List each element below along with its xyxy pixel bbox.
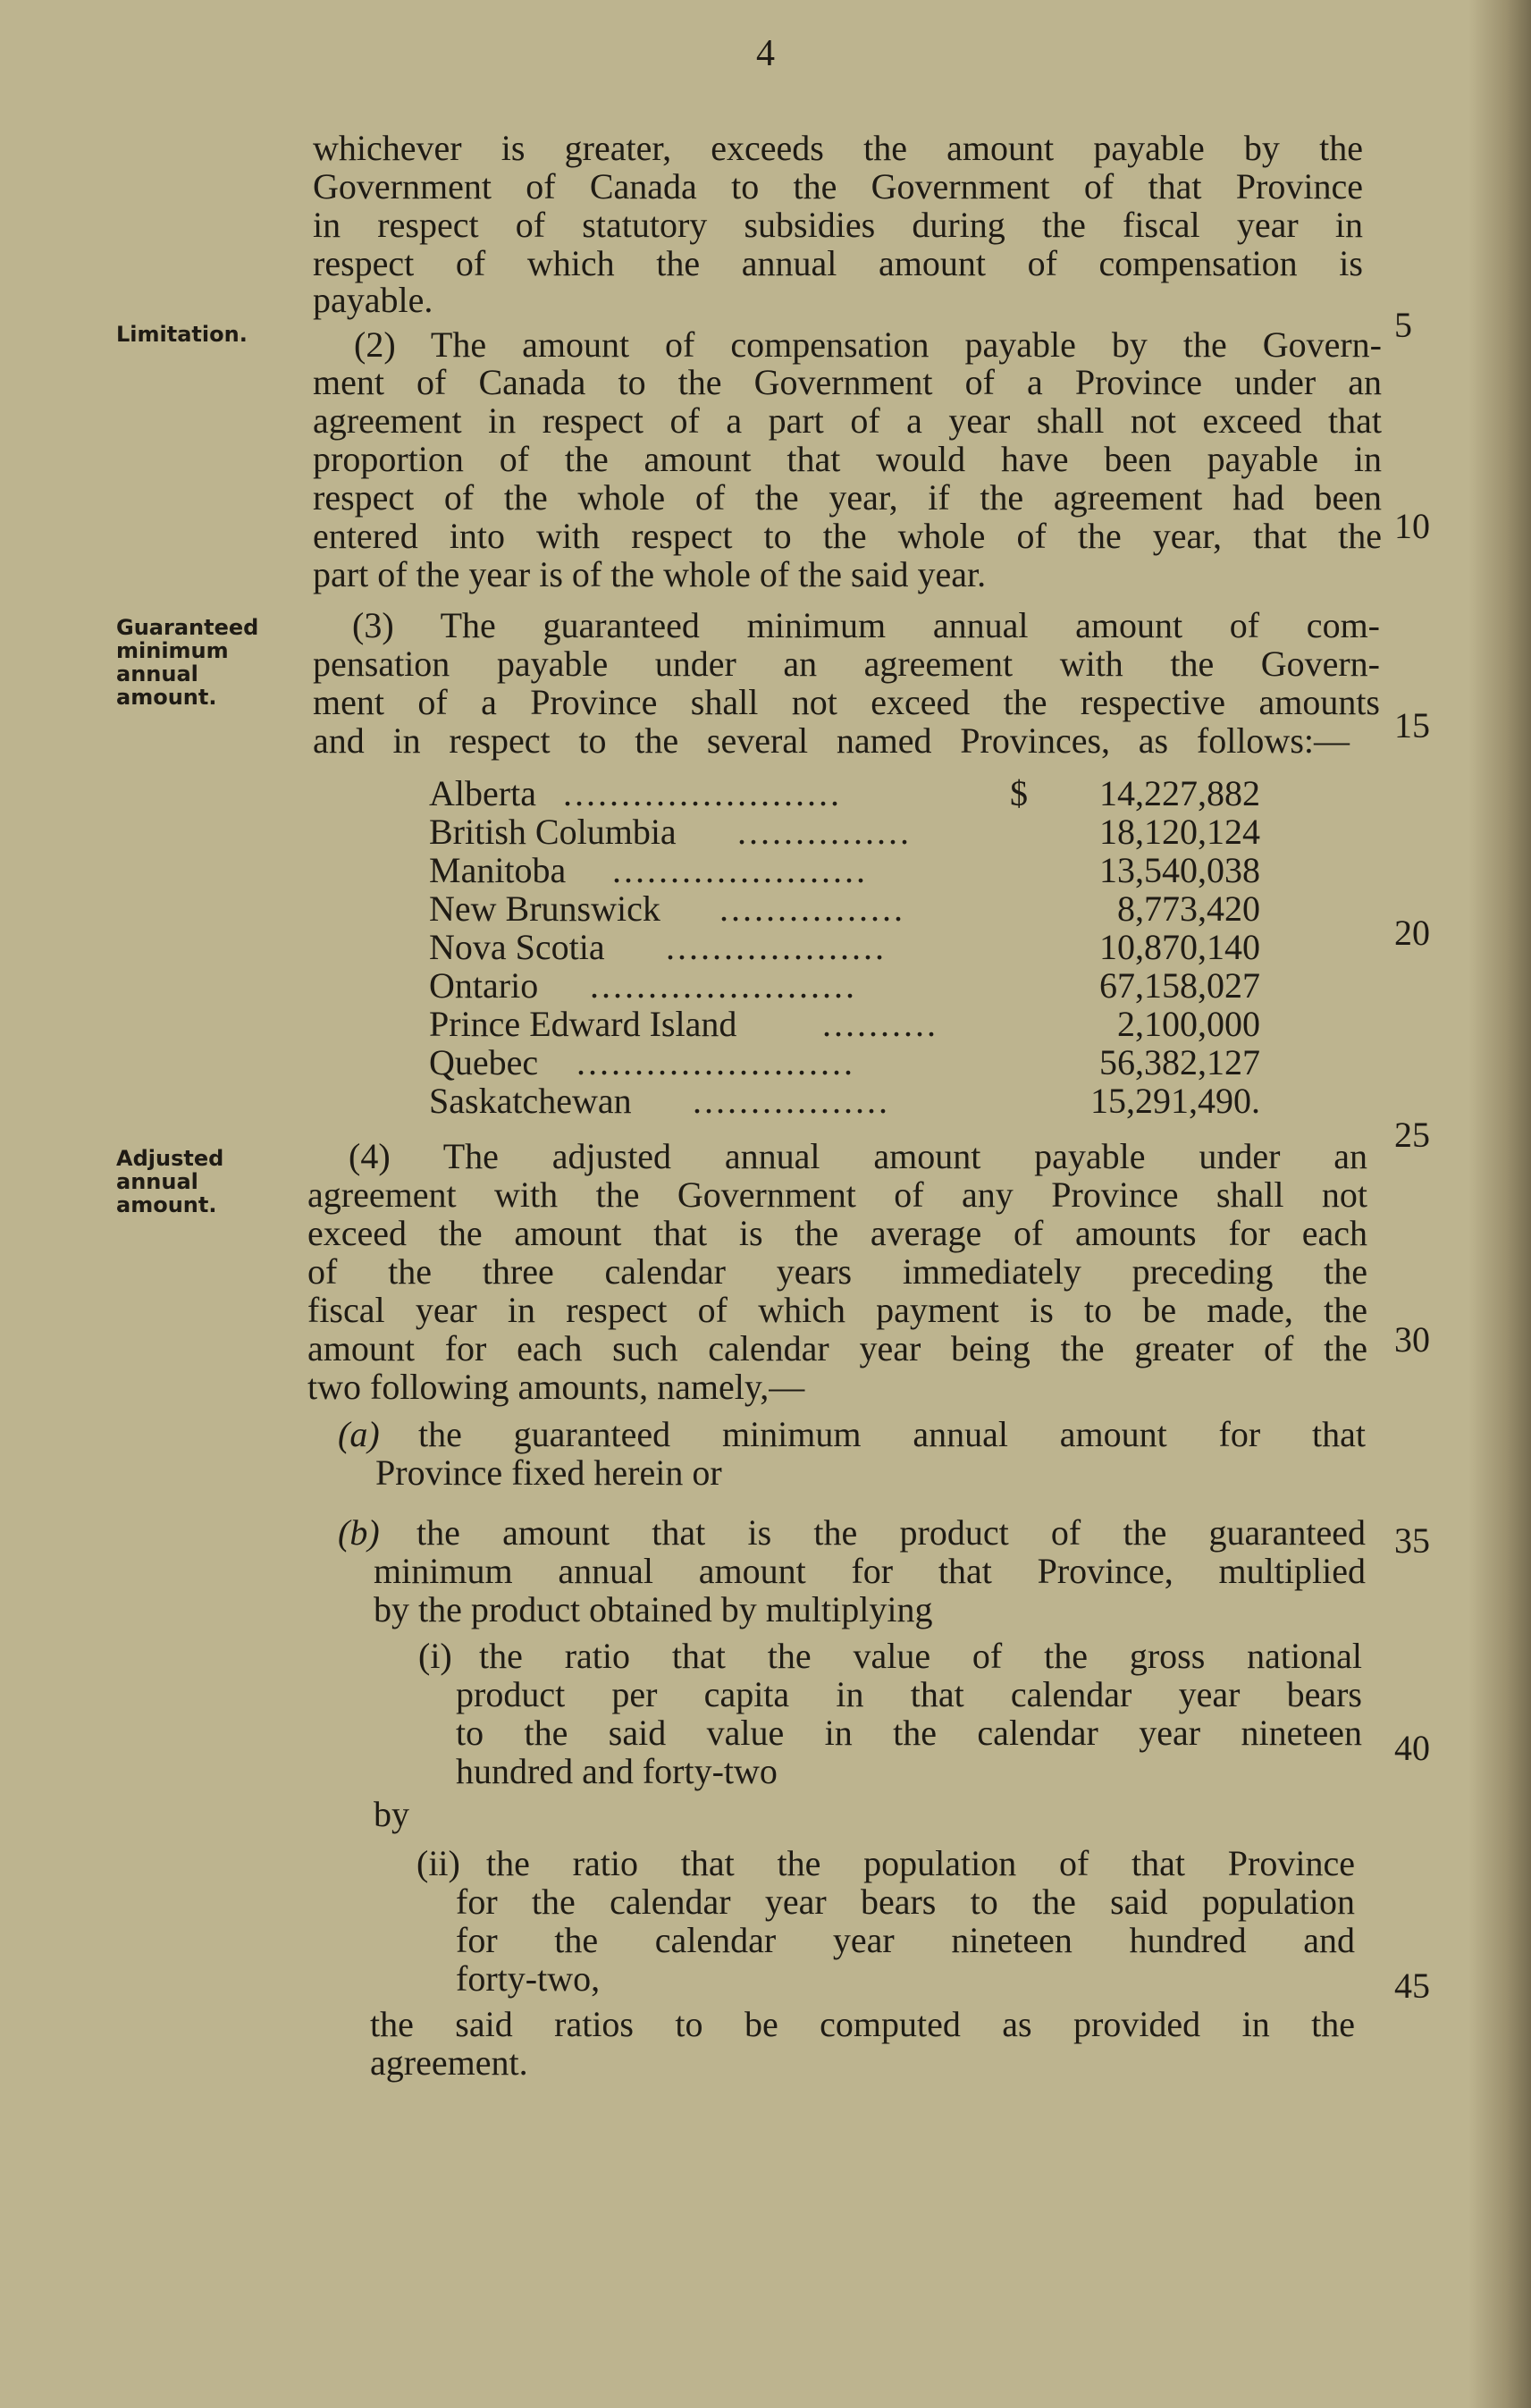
text-line: pensation payable under an agreement with the Govern- [313, 644, 1380, 684]
margin-note-line: amount. [116, 684, 217, 710]
text-line: (4) The adjusted annual amount payable under an [349, 1136, 1367, 1176]
province-name: Saskatchewan [429, 1081, 632, 1121]
text-line: exceed the amount that is the average of amounts for each [307, 1213, 1367, 1253]
line-number: 35 [1394, 1520, 1430, 1561]
province-amount: 18,120,124 [1099, 812, 1260, 852]
connector-by: by [374, 1794, 409, 1834]
text-line: payable. [313, 280, 433, 320]
margin-note-guaranteed [116, 617, 286, 710]
province-name: New Brunswick [429, 888, 660, 929]
margin-note-line: minimum [116, 637, 229, 663]
page-number: 4 [756, 33, 775, 74]
text-line: ment of Canada to the Government of a Province under an [313, 362, 1382, 402]
margin-note-line: Adjusted [116, 1146, 224, 1171]
province-amount: 56,382,127 [1099, 1042, 1260, 1082]
margin-note-line: Guaranteed [116, 615, 259, 640]
margin-note-line: annual [116, 661, 198, 686]
province-name: Ontario [429, 965, 539, 1006]
table-row: Quebec ........................ 56,382,127 [429, 1042, 1260, 1082]
text-line: for the calendar year nineteen hundred and [456, 1920, 1355, 1960]
text-line: the amount that is the product of the guaranteed [416, 1512, 1366, 1553]
text-line: by the product obtained by multiplying [374, 1589, 933, 1629]
clause-marker: (a) [338, 1414, 380, 1454]
text-line: forty-two, [456, 1958, 601, 1999]
line-number: 45 [1394, 1966, 1430, 2006]
table-row: British Columbia ............... 18,120,124 [429, 812, 1260, 852]
province-name: Manitoba [429, 850, 567, 890]
text-line: product per capita in that calendar year bears [456, 1674, 1362, 1714]
margin-note-adjusted [116, 1148, 286, 1217]
table-row: Manitoba ...................... 13,540,038 [429, 850, 1260, 890]
margin-note-line: amount. [116, 1191, 217, 1217]
text-line: part of the year is of the whole of the said year. [313, 554, 987, 594]
text-line: (3) The guaranteed minimum annual amount of com- [352, 605, 1380, 645]
table-row: Nova Scotia ................... 10,870,140 [429, 927, 1260, 967]
text-line: Government of Canada to the Government of that Province [313, 166, 1363, 206]
province-name: Quebec [429, 1042, 539, 1082]
province-amount: 14,227,882 [1099, 773, 1260, 813]
text-line: respect of which the annual amount of compensation is [313, 243, 1363, 283]
text-line: fiscal year in respect of which payment is to be made, the [307, 1290, 1367, 1330]
clause-marker: (i) [418, 1636, 452, 1676]
province-amount: 13,540,038 [1099, 850, 1260, 890]
line-number: 15 [1394, 705, 1430, 745]
province-amount: 15,291,490. [1090, 1081, 1260, 1121]
line-number: 40 [1394, 1728, 1430, 1768]
line-number: 20 [1394, 913, 1430, 953]
text-line: the said ratios to be computed as provided in the [370, 2004, 1355, 2044]
table-row: Saskatchewan ................. 15,291,490. [429, 1081, 1260, 1121]
province-name: Prince Edward Island [429, 1004, 737, 1044]
page-edge-shadow [1468, 0, 1531, 2408]
table-row: Prince Edward Island .......... 2,100,000 [429, 1004, 1260, 1044]
text-line: hundred and forty-two [456, 1751, 778, 1791]
text-line: and in respect to the several named Provinces, as follows:— [313, 720, 1350, 761]
province-name: British Columbia [429, 812, 677, 852]
text-line: in respect of statutory subsidies during the fiscal year in [313, 205, 1363, 245]
line-number: 10 [1394, 506, 1430, 546]
text-line: for the calendar year bears to the said population [456, 1882, 1355, 1922]
text-line: respect of the whole of the year, if the agreement had been [313, 477, 1382, 518]
text-line: entered into with respect to the whole of the year, that the [313, 516, 1382, 556]
province-amount: 8,773,420 [1117, 888, 1260, 929]
province-amount: 67,158,027 [1099, 965, 1260, 1006]
text-line: agreement in respect of a part of a year shall not exceed that [313, 400, 1382, 441]
text-line: the ratio that the value of the gross national [479, 1636, 1362, 1676]
table-row: New Brunswick ................ 8,773,420 [429, 888, 1260, 929]
table-row: Ontario ....................... 67,158,027 [429, 965, 1260, 1006]
text-line: two following amounts, namely,— [307, 1367, 805, 1407]
province-amount: 10,870,140 [1099, 927, 1260, 967]
line-number: 30 [1394, 1319, 1430, 1360]
line-number: 5 [1394, 305, 1412, 345]
text-line: proportion of the amount that would have been payable in [313, 439, 1382, 479]
text-line: the guaranteed minimum annual amount for that [418, 1414, 1366, 1454]
province-amount: 2,100,000 [1117, 1004, 1260, 1044]
text-line: agreement with the Government of any Province shall not [307, 1175, 1367, 1215]
text-line: Province fixed herein or [375, 1452, 722, 1493]
province-name: Alberta [429, 773, 536, 813]
text-line: whichever is greater, exceeds the amount payable by the [313, 128, 1363, 168]
text-line: agreement. [370, 2042, 528, 2083]
text-line: of the three calendar years immediately preceding the [307, 1251, 1367, 1292]
margin-note-limitation: Limitation. [116, 322, 248, 347]
margin-note-line: annual [116, 1168, 198, 1194]
text-line: to the said value in the calendar year nineteen [456, 1713, 1362, 1753]
province-name: Nova Scotia [429, 927, 605, 967]
clause-marker: (b) [338, 1512, 380, 1553]
text-line: minimum annual amount for that Province, multiplied [374, 1551, 1366, 1591]
text-line: ment of a Province shall not exceed the respective amounts [313, 682, 1380, 722]
text-line: amount for each such calendar year being the greater of the [307, 1328, 1367, 1368]
text-line: (2) The amount of compensation payable by the Govern- [354, 324, 1382, 365]
table-row: Alberta ........................ $ 14,227,882 [429, 773, 1260, 813]
clause-marker: (ii) [416, 1843, 460, 1883]
text-line: the ratio that the population of that Province [486, 1843, 1355, 1883]
line-number: 25 [1394, 1115, 1430, 1155]
currency-symbol: $ [1010, 773, 1028, 813]
